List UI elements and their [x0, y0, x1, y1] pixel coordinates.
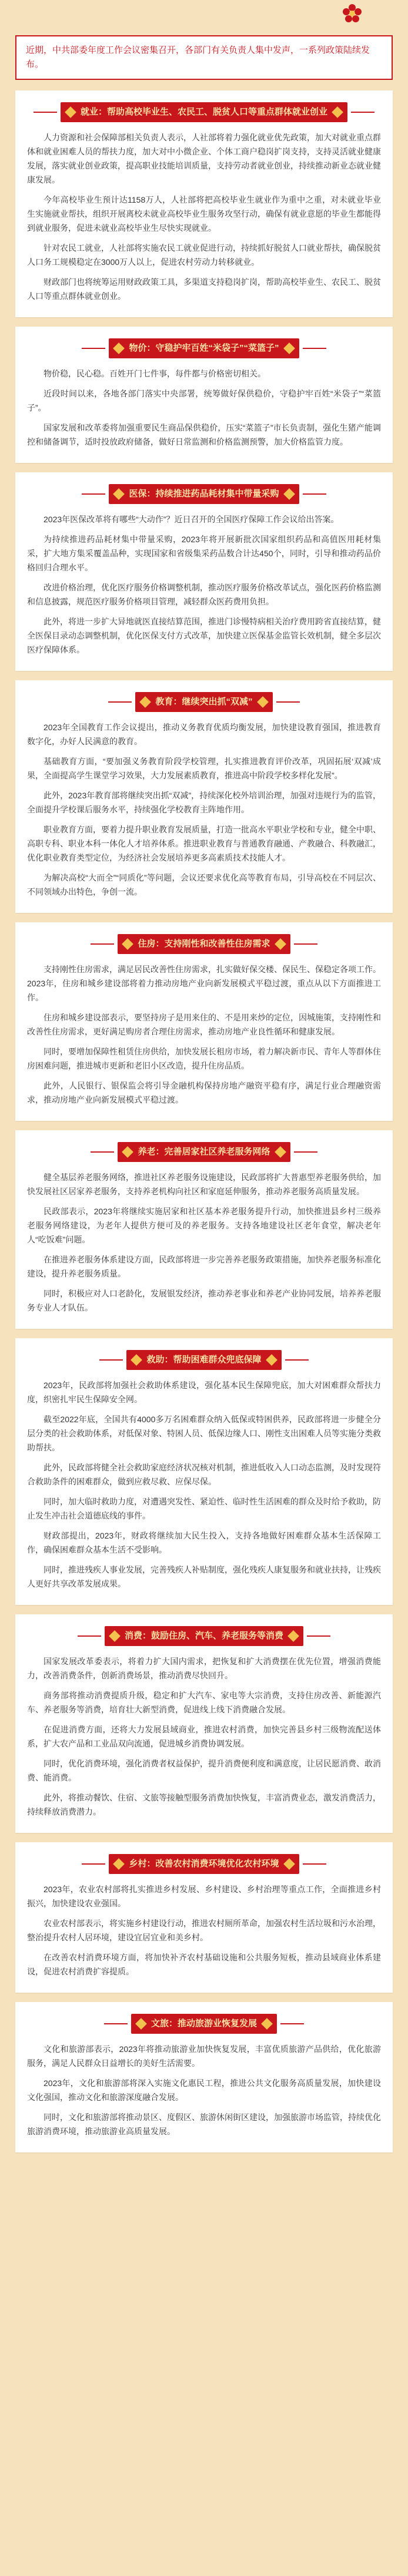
- section-title-banner: [61, 102, 347, 122]
- section-paragraph: 国家发展改革委表示，将着力扩大国内需求，把恢复和扩大消费摆在优先位置，增强消费能力，改善消费条件，创新消费场景，推动消费尽快回升。: [27, 1657, 381, 1680]
- section-paragraph: 2023年，农业农村部将扎实推进乡村发展、乡村建设、乡村治理等重点工作，全面推进乡村振兴，加快建设农业强国。: [27, 1885, 381, 1908]
- section-title-banner: [105, 1626, 303, 1646]
- section-paragraph: 基础教育方面，“要加强义务教育阶段学校管理，扎实推进教育评价改革，巩固拓展‘双减’成果，全面提高学生课堂学习效果，大力发展素质教育，推进高中阶段学校多样化发展”。: [27, 757, 381, 780]
- section-title: 就业：帮助高校毕业生、农民工、脱贫人口等重点群体就业创业: [80, 107, 327, 117]
- banner-rule-right: [303, 1863, 326, 1865]
- section-paragraph: 农业农村部表示，将实施乡村建设行动，推进农村厕所革命，加强农村生活垃圾和污水治理，整治提升农村人居环境，建设宜居宜业和美乡村。: [27, 1919, 381, 1942]
- section-paragraph: 为解决高校“大而全”“同质化”等问题，会议还要求优化高等教育布局，引导高校在不同层次、不同领域办出特色，争创一流。: [27, 873, 381, 896]
- section-title: 养老：完善居家社区养老服务网络: [138, 1147, 270, 1157]
- section-paragraph: 针对农民工就业，人社部将实施农民工就业促进行动，持续抓好脱贫人口就业帮扶，确保脱贫人口务工规模稳定在3000万人以上，促进农村劳动力转移就业。: [27, 243, 381, 267]
- section-card: [15, 680, 393, 913]
- banner-rule-right: [280, 2023, 304, 2024]
- section-paragraph: 财政部门也将统筹运用财政政策工具，多渠道支持稳岗扩岗，帮助高校毕业生、农民工、脱贫人口等重点群体就业创业。: [27, 277, 381, 301]
- banner-rule-left: [104, 2023, 128, 2024]
- section-title: 教育：继续突出抓“双减”: [155, 697, 253, 707]
- section-banner-wrap: [27, 1350, 381, 1370]
- section-paragraph: 国家发展和改革委将加强重要民生商品保供稳价，压实“菜篮子”市长负责制，强化生猪产能调控和储备调节，适时投放政府储备，做好日常监测和价格监测预警，加大价格监管力度。: [27, 423, 381, 446]
- section-paragraph: 商务部将推动消费提质升级，稳定和扩大汽车、家电等大宗消费，支持住房改善、新能源汽车、养老服务等消费，培育壮大新型消费，促进线上线下消费融合发展。: [27, 1691, 381, 1714]
- section-banner-wrap: [27, 692, 381, 712]
- section-card: [15, 1842, 393, 1993]
- section-banner-wrap: [27, 1854, 381, 1874]
- section-paragraph: 同时，要增加保障性租赁住房供给，加快发展长租房市场，着力解决新市民、青年人等群体住房困难问题，推进城市更新和老旧小区改造，提升住房品质。: [27, 1047, 381, 1070]
- banner-rule-right: [285, 1359, 309, 1361]
- section-title-banner: [118, 934, 290, 954]
- sections-container: [15, 90, 393, 2152]
- banner-rule-left: [82, 493, 105, 495]
- section-card: [15, 2002, 393, 2152]
- banner-rule-right: [303, 348, 326, 349]
- banner-rule-left: [82, 348, 105, 349]
- section-title: 乡村：改善农村消费环境优化农村环境: [129, 1859, 279, 1869]
- section-paragraph: 人力资源和社会保障部相关负责人表示，人社部将着力强化就业优先政策，加大对就业重点群体和就业困难人员的帮扶力度，加大对中小微企业、个体工商户稳岗扩岗支持，支持灵活就业健康发展，落实就业创业政策，提高职业技能培训质量，支持劳动者就业创业，持续推动新业态就业健康发展。: [27, 133, 381, 184]
- section-card: [15, 472, 393, 671]
- section-paragraph: 截至2022年底，全国共有4000多万名困难群众纳入低保或特困供养，民政部将进一步健全分层分类的社会救助体系，对低保对象、特困人员、低保边缘人口、刚性支出困难人员等实施分类救助帮扶。: [27, 1415, 381, 1452]
- section-title: 文旅：推动旅游业恢复发展: [151, 2019, 257, 2028]
- section-paragraph: 在促进消费方面，还将大力发展县域商业，推进农村消费，加快完善县乡村三级物流配送体系，扩大农产品和工业品双向流通，促进城乡消费协调发展。: [27, 1725, 381, 1748]
- section-title: 医保：持续推进药品耗材集中带量采购: [129, 489, 279, 499]
- banner-rule-right: [307, 1635, 330, 1637]
- intro-box: 近期，中共部委年度工作会议密集召开，各部门有关负责人集中发声，一系列政策陆续发布。: [15, 35, 393, 80]
- banner-rule-left: [108, 701, 132, 703]
- section-paragraph: 财政部提出，2023年，财政将继续加大民生投入，支持各地做好困难群众基本生活保障工作，确保困难群众基本生活不受影响。: [27, 1531, 381, 1554]
- section-title: 住房：支持刚性和改善性住房需求: [138, 939, 270, 949]
- banner-rule-left: [78, 1635, 101, 1637]
- section-title: 物价：守稳护牢百姓“米袋子”“菜篮子”: [129, 343, 279, 353]
- section-paragraph: 在推进养老服务体系建设方面，民政部将进一步完善养老服务政策措施，加快养老服务标准化建设，提升养老服务质量。: [27, 1255, 381, 1278]
- section-title: 消费：鼓励住房、汽车、养老服务等消费: [124, 1631, 283, 1641]
- section-paragraph: 同时，推进残疾人事业发展，完善残疾人补贴制度，强化残疾人康复服务和就业扶持，让残疾人更好共享改革发展成果。: [27, 1565, 381, 1588]
- section-banner-wrap: [27, 1142, 381, 1162]
- section-paragraph: 职业教育方面，要着力提升职业教育发展质量，打造一批高水平职业学校和专业，健全中职、高职专科、职业本科一体化人才培养体系。推进职业教育与普通教育融通、产教融合、科教融汇，优化职业教育类型定位，为经济社会发展培养更多高素质技术技能人才。: [27, 825, 381, 862]
- banner-rule-left: [99, 1359, 123, 1361]
- section-paragraph: 在改善农村消费环境方面，将加快补齐农村基础设施和公共服务短板，推动县域商业体系建设，促进农村消费扩容提质。: [27, 1953, 381, 1976]
- banner-rule-right: [294, 943, 317, 945]
- banner-rule-right: [294, 1151, 317, 1153]
- section-paragraph: 此外，将进一步扩大异地就医直接结算范围，推进门诊慢特病相关治疗费用跨省直接结算，健全医保目录动态调整机制，优化医保支付方式改革，加快建立医保基金监管长效机制，健全多层次医疗保障体系。: [27, 617, 381, 654]
- section-paragraph: 此外，民政部将健全社会救助家庭经济状况核对机制，推进低收入人口动态监测，及时发现符合救助条件的困难群众，做到应救尽救、应保尽保。: [27, 1463, 381, 1486]
- banner-rule-right: [276, 701, 300, 703]
- section-banner-wrap: [27, 338, 381, 358]
- banner-rule-left: [82, 1863, 105, 1865]
- section-paragraph: 近段时间以来，各地各部门落实中央部署，统筹做好保供稳价，守稳护牢百姓“米袋子”“菜篮子”。: [27, 389, 381, 412]
- section-paragraph: 此外，2023年教育部将继续突出抓“双减”，持续深化校外培训治理，加强对违规行为的监管，全面提升学校课后服务水平，持续强化学校教育主阵地作用。: [27, 791, 381, 814]
- section-card: [15, 90, 393, 317]
- section-banner-wrap: [27, 1626, 381, 1646]
- section-paragraph: 住房和城乡建设部表示，要坚持房子是用来住的、不是用来炒的定位，因城施策，支持刚性和改善性住房需求，更好满足购房者合理住房需求，推动房地产业良性循环和健康发展。: [27, 1013, 381, 1036]
- banner-rule-right: [351, 112, 374, 113]
- section-paragraph: 民政部表示，2023年将继续实施居家和社区基本养老服务提升行动，加快推进县乡村三级养老服务网络建设，为老年人提供方便可及的养老服务。支持各地建设社区老年食堂，解决老年人“吃饭难”问题。: [27, 1207, 381, 1244]
- section-paragraph: 健全基层养老服务网络，推进社区养老服务设施建设，民政部将扩大普惠型养老服务供给，加快发展社区居家养老服务，支持养老机构向社区和家庭延伸服务，推动养老服务高质量发展。: [27, 1173, 381, 1196]
- section-paragraph: 同时，优化消费环境，强化消费者权益保护，提升消费便利度和满意度，让居民愿消费、敢消费、能消费。: [27, 1759, 381, 1782]
- banner-rule-left: [91, 1151, 114, 1153]
- section-paragraph: 同时，文化和旅游部将推动景区、度假区、旅游休闲街区建设，加强旅游市场监管，持续优化旅游消费环境，推动旅游业高质量发展。: [27, 2112, 381, 2136]
- section-title-banner: [109, 484, 299, 504]
- section-paragraph: 改进价格治理，优化医疗服务价格调整机制，推动医疗服务价格改革试点，强化医药价格监测和信息披露，规范医疗服务价格项目管理，减轻群众医药费用负担。: [27, 583, 381, 606]
- section-paragraph: 为持续推进药品耗材集中带量采购，2023年将开展新批次国家组织药品和高值医用耗材集采，扩大地方集采覆盖品种，实现国家和省级集采药品数合计达450个，同时，引导和推动药品价格回归合理水平。: [27, 535, 381, 572]
- section-paragraph: 2023年医保改革将有哪些“大动作”？近日召开的全国医疗保障工作会议给出答案。: [44, 515, 339, 524]
- section-paragraph: 同时，积极应对人口老龄化，发展银发经济，推动养老事业和养老产业协同发展，培养养老服务专业人才队伍。: [27, 1289, 381, 1312]
- flower-ornament-icon: [342, 4, 362, 23]
- section-title-banner: [131, 2014, 277, 2034]
- banner-rule-left: [34, 112, 57, 113]
- section-paragraph: 今年高校毕业生预计达1158万人，人社部将把高校毕业生就业作为重中之重，对未就业毕业生实施就业帮扶，组织开展离校未就业高校毕业生服务攻坚行动，确保有就业意愿的毕业生都能得到就业服务，促进未就业高校毕业生尽快实现就业。: [27, 195, 381, 233]
- section-title-banner: [135, 692, 272, 712]
- section-banner-wrap: [27, 934, 381, 954]
- section-card: [15, 1130, 393, 1329]
- banner-rule-left: [91, 943, 114, 945]
- section-title-banner: [109, 1854, 299, 1874]
- section-title: 救助：帮助困难群众兜底保障: [146, 1355, 262, 1365]
- section-card: [15, 1338, 393, 1605]
- section-card: [15, 327, 393, 463]
- section-banner-wrap: [27, 2014, 381, 2034]
- section-paragraph: 支持刚性住房需求，满足居民改善性住房需求，扎实做好保交楼、保民生、保稳定各项工作。2023年，住房和城乡建设部将着力推动房地产业向新发展模式平稳过渡，重点从以下方面推进工作。: [27, 965, 381, 1002]
- section-paragraph: 2023年，民政部将加强社会救助体系建设，强化基本民生保障兜底，加大对困难群众帮扶力度，织密扎牢民生保障安全网。: [27, 1381, 381, 1404]
- section-card: [15, 1614, 393, 1833]
- section-title-banner: [118, 1142, 290, 1162]
- section-banner-wrap: [27, 102, 381, 122]
- section-banner-wrap: [27, 484, 381, 504]
- section-paragraph: 此外，人民银行、银保监会将引导金融机构保持房地产融资平稳有序，满足行业合理融资需求，推动房地产业向新发展模式平稳过渡。: [27, 1081, 381, 1104]
- banner-rule-right: [303, 493, 326, 495]
- section-card: [15, 922, 393, 1121]
- section-title-banner: [126, 1350, 281, 1370]
- section-paragraph: 同时，加大临时救助力度，对遭遇突发性、紧迫性、临时性生活困难的群众及时给予救助，防止发生冲击社会道德底线的事件。: [27, 1497, 381, 1520]
- section-title-banner: [109, 338, 299, 358]
- section-paragraph: 此外，将推动餐饮、住宿、文旅等接触型服务消费加快恢复，丰富消费业态，激发消费活力，持续释放消费潜力。: [27, 1793, 381, 1816]
- section-paragraph: 文化和旅游部表示，2023年将推动旅游业加快恢复发展，丰富优质旅游产品供给，优化旅游服务，满足人民群众日益增长的美好生活需要。: [27, 2044, 381, 2068]
- section-paragraph: 物价稳，民心稳。百姓开门七件事，每件都与价格密切相关。: [44, 369, 266, 378]
- masthead: [15, 0, 393, 35]
- section-paragraph: 2023年，文化和旅游部将深入实施文化惠民工程，推进公共文化服务高质量发展，加快建设文化强国，推动文化和旅游深度融合发展。: [27, 2078, 381, 2102]
- section-paragraph: 2023年全国教育工作会议提出，推动义务教育优质均衡发展，加快建设教育强国，推进教育数字化，办好人民满意的教育。: [27, 723, 381, 746]
